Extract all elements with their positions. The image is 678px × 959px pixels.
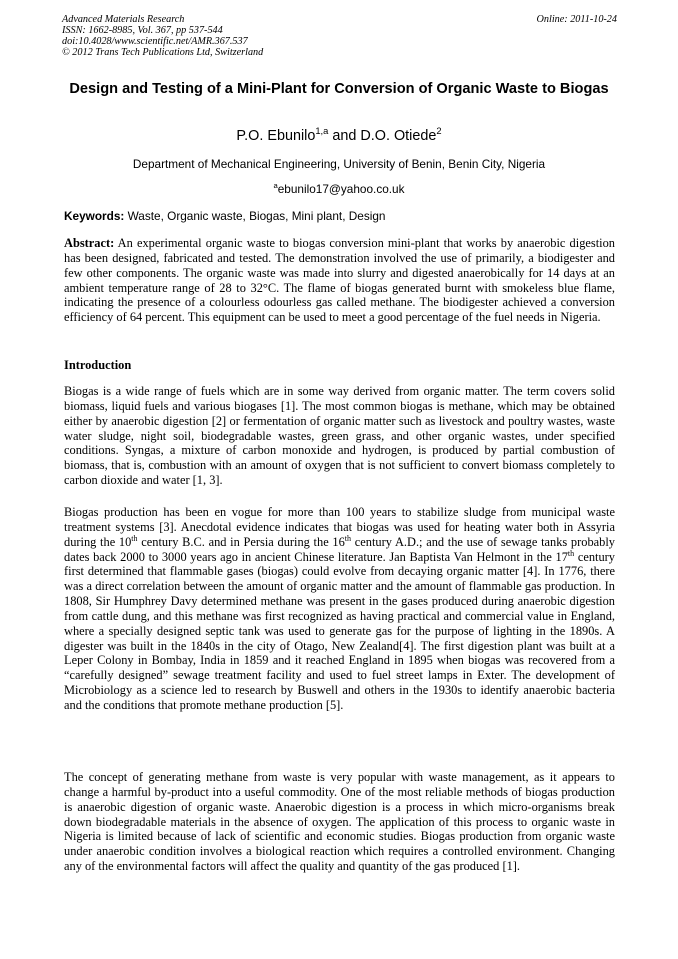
- abstract: [64, 236, 615, 325]
- ordinal-suffix: th: [567, 548, 575, 558]
- journal-issn: ISSN: 1662-8985, Vol. 367, pp 537-544: [62, 25, 223, 36]
- section-heading: Introduction: [64, 358, 132, 372]
- journal-name: Advanced Materials Research: [62, 14, 185, 25]
- email-mark: a: [273, 181, 278, 191]
- paragraph-text: century B.C. and in Persia during the 16: [137, 534, 345, 549]
- journal-copyright: © 2012 Trans Tech Publications Ltd, Switzerland: [62, 47, 264, 58]
- journal-header: [62, 14, 617, 58]
- author-name: D.O. Otiede: [360, 128, 437, 144]
- paragraph: Biogas is a wide range of fuels which are in some way derived from organic matter. The term covers solid biomass, liquid fuels and various biogases [1]. The most common biogas is methane, which may be obtained either by anaerobic digestion [2] or fermentation of organic matter such as livestock and poultry wastes, waste water sludge, night soil, biodegradable wastes, green grass, and other organic wastes, under specified conditions. Syngas, a mixture of carbon monoxide and hydrogen, is produced by partial combustion of biomass, that is, combustion with an amount of oxygen that is not sufficient to convert biomass completely to carbon dioxide and water [1, 3].: [64, 384, 615, 488]
- author-email: [60, 182, 618, 197]
- author-name: P.O. Ebunilo: [236, 128, 316, 144]
- abstract-text: An experimental organic waste to biogas conversion mini-plant that works by anaerobic digestion has been designed, fabricated and tested. The demonstration involved the use of primarily, a biodigester and few other components. The organic waste was made into slurry and digested anaerobically for 14 days at an ambient temperature range of 28 to 32°C. The flame of biogas generated burnt with smokeless blue flame, indicating the presence of a colourless odourless gas called methane. The biodigester achieved a conversion efficiency of 64 percent. This equipment can be used to meet a good percentage of the fuel needs in Nigeria.: [64, 236, 615, 325]
- keywords-label: Keywords:: [64, 209, 125, 223]
- author-line: [60, 127, 618, 145]
- abstract-label: Abstract:: [64, 236, 115, 250]
- affiliation: Department of Mechanical Engineering, University of Benin, Benin City, Nigeria: [132, 157, 546, 171]
- journal-doi: doi:10.4028/www.scientific.net/AMR.367.537: [62, 36, 248, 47]
- paragraph: The concept of generating methane from waste is very popular with waste management, as it appears to change a harmful by-product into a useful commodity. One of the most reliable methods of biogas production is anaerobic digestion of organic waste. Anaerobic digestion is a process in which micro-organisms break down biodegradable materials in the absence of oxygen. The application of this process to organic waste in Nigeria is limited because of lack of scientific and economic studies. Biogas production from organic waste under anaerobic condition involves a biological reaction which requires a controlled environment. Changing any of the environmental factors will affect the quality and quantity of the gas produced [1].: [64, 770, 615, 874]
- author-conjunction: and: [328, 128, 361, 144]
- email-address: ebunilo17@yahoo.co.uk: [277, 182, 405, 196]
- author-affiliation-mark: 2: [436, 126, 442, 137]
- paper-title: Design and Testing of a Mini-Plant for Conversion of Organic Waste to Biogas: [69, 81, 609, 97]
- online-date: Online: 2011-10-24: [536, 14, 617, 25]
- paragraph: [64, 505, 615, 713]
- paragraph-text: century A.D.; and the use of sewage tanks probably dates back 2000 to 3000 years ago in ancient Chinese literature. Jan Baptista Van Helmont in the 17: [64, 534, 615, 564]
- keywords: [64, 209, 616, 224]
- ordinal-suffix: th: [344, 533, 352, 543]
- ordinal-suffix: th: [131, 533, 138, 543]
- keywords-text: Waste, Organic waste, Biogas, Mini plant, Design: [124, 209, 386, 223]
- paragraph-text: century first determined that flammable gases (biogas) could evolve from decaying organic matter [4]. In 1776, there was a direct correlation between the amount of organic matter and the amount of flammable gas production. In 1808, Sir Humphrey Davy determined methane was present in the gases produced during anaerobic digestion from cattle dung, and this methane was first recognized as having practical and commercial value in England, where a specially designed septic tank was used to generate gas for the purpose of lighting in the 1890s. A digester was built in the 1840s in the city of Otago, New Zealand[4]. The first digestion plant was built at a Leper Colony in Bombay, India in 1859 and it reached England in 1895 when biogas was recovered from a “carefully designed” sewage treatment facility and used to fuel street lamps in Exter. The development of Microbiology as a science led to research by Buswell and others in the 1930s to identify anaerobic bacteria and the conditions that promote methane production [5].: [64, 549, 615, 712]
- paragraph-text: Biogas production has been en vogue for more than 100 years to stabilize sludge from municipal waste treatment systems [3]. Anecdotal evidence indicates that biogas was used for heating water both in Assyria during the 10: [64, 505, 615, 549]
- author-affiliation-mark: 1,a: [315, 126, 329, 137]
